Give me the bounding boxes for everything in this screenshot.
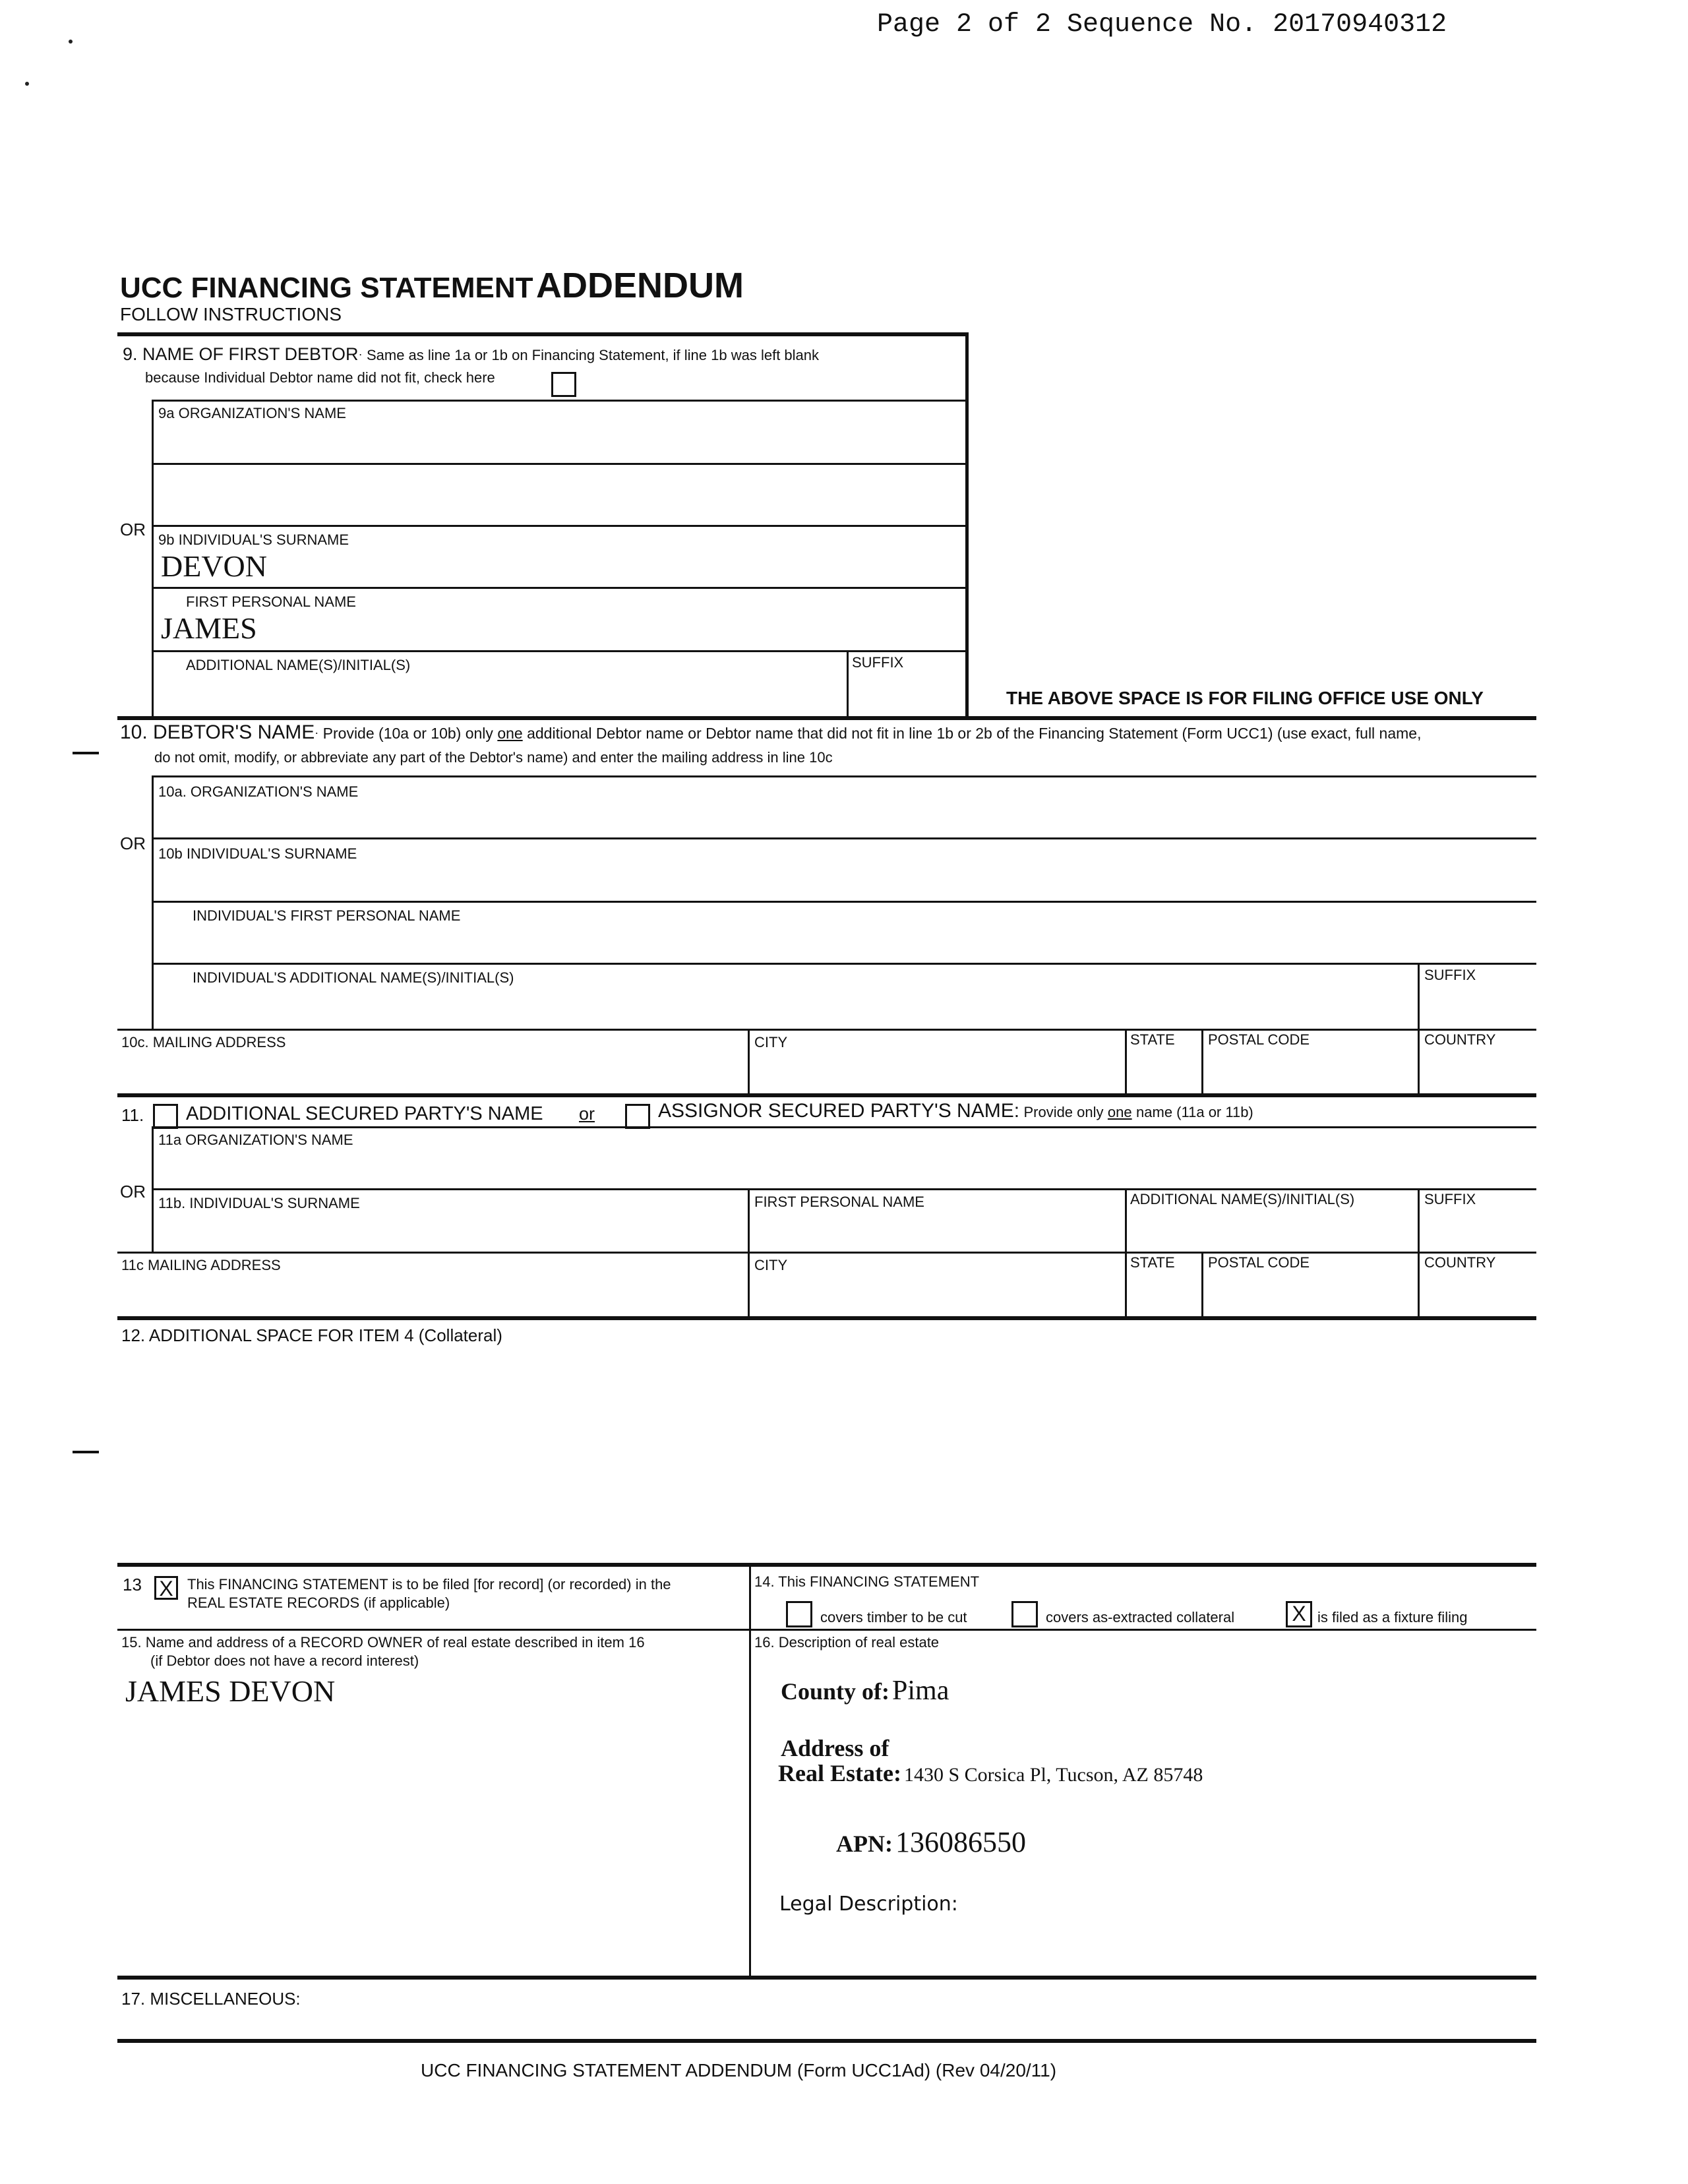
item16-address-row bbox=[778, 1759, 1203, 1787]
item16-address-label-1: Address of bbox=[781, 1735, 889, 1761]
item11c-state-label: STATE bbox=[1130, 1254, 1175, 1271]
filing-office-note: THE ABOVE SPACE IS FOR FILING OFFICE USE ONLY bbox=[1006, 688, 1484, 708]
item11-assignor-party-checkbox[interactable] bbox=[625, 1104, 650, 1129]
item13-number: 13 bbox=[123, 1575, 142, 1594]
rule bbox=[152, 650, 967, 652]
margin-mark bbox=[73, 752, 99, 754]
item11-top-rule bbox=[117, 1093, 1536, 1097]
item9-or: OR bbox=[120, 520, 146, 539]
item9-first-name-value[interactable]: JAMES bbox=[161, 611, 257, 645]
item16-apn-row bbox=[836, 1825, 1026, 1859]
item10-instr: Provide (10a or 10b) only bbox=[322, 725, 493, 742]
item16-apn-label: APN: bbox=[836, 1831, 893, 1857]
item9-instructions-2: because Individual Debtor name did not fit, check here bbox=[145, 369, 495, 386]
margin-mark bbox=[73, 1451, 99, 1453]
item14-heading: 14. This FINANCING STATEMENT bbox=[754, 1573, 980, 1590]
rule bbox=[117, 1252, 1536, 1254]
rule bbox=[1125, 1029, 1127, 1095]
item11-left-border bbox=[152, 1126, 154, 1190]
rule bbox=[748, 1188, 750, 1319]
item10a-label: 10a. ORGANIZATION'S NAME bbox=[158, 783, 359, 800]
item10-instr-cont: additional Debtor name or Debtor name that did not fit in line 1b or 2b of the Financing Statement (Form UCC1) (use exact, full name, bbox=[527, 725, 1422, 742]
item9-heading-row: 9. NAME OF FIRST DEBTOR· Same as line 1a or 1b on Financing Statement, if line 1b was left blank bbox=[123, 344, 820, 364]
item9-first-name-label: FIRST PERSONAL NAME bbox=[186, 593, 356, 610]
item10c-mailing-label: 10c. MAILING ADDRESS bbox=[121, 1034, 286, 1050]
rule bbox=[1418, 963, 1420, 1030]
scan-speck bbox=[25, 82, 29, 86]
item9-heading: 9. NAME OF FIRST DEBTOR bbox=[123, 344, 359, 364]
item10-or: OR bbox=[120, 834, 146, 853]
item16-legal-description-label: Legal Description: bbox=[779, 1893, 958, 1916]
follow-instructions: FOLLOW INSTRUCTIONS bbox=[120, 304, 342, 324]
rule bbox=[152, 587, 967, 589]
item11-option2: ASSIGNOR SECURED PARTY'S NAME: bbox=[658, 1100, 1020, 1122]
rule bbox=[748, 1029, 750, 1095]
item11a-label: 11a ORGANIZATION'S NAME bbox=[158, 1132, 353, 1148]
item11-option2-row bbox=[658, 1100, 1253, 1122]
item17-heading: 17. MISCELLANEOUS: bbox=[121, 1989, 301, 2009]
item16-county-row bbox=[781, 1675, 949, 1707]
item11-additional-label: ADDITIONAL NAME(S)/INITIAL(S) bbox=[1130, 1191, 1355, 1207]
item9-top-rule bbox=[117, 332, 968, 336]
item9b-surname-value[interactable]: DEVON bbox=[161, 549, 267, 583]
item10c-city-label: CITY bbox=[754, 1034, 788, 1050]
form-title-main: UCC FINANCING STATEMENT bbox=[120, 272, 533, 304]
item13-text-1: This FINANCING STATEMENT is to be filed [for record] (or recorded) in the bbox=[187, 1576, 671, 1592]
item9-additional-label: ADDITIONAL NAME(S)/INITIAL(S) bbox=[186, 657, 411, 673]
rule bbox=[152, 463, 967, 465]
form-footer: UCC FINANCING STATEMENT ADDENDUM (Form UCC1Ad) (Rev 04/20/11) bbox=[421, 2060, 1057, 2080]
item14-as-extracted-label: covers as-extracted collateral bbox=[1046, 1609, 1235, 1625]
rule bbox=[117, 1029, 1536, 1031]
rule bbox=[1418, 1029, 1420, 1095]
item14-fixture-filing-checkbox[interactable]: X bbox=[1286, 1601, 1312, 1627]
item17-top-rule bbox=[117, 1976, 1536, 1980]
rule bbox=[152, 837, 1536, 839]
rule bbox=[749, 1563, 751, 1978]
item17-miscellaneous-field[interactable] bbox=[121, 2010, 1532, 2036]
item9-check-here-checkbox[interactable] bbox=[551, 372, 576, 397]
rule bbox=[152, 400, 967, 402]
scan-speck bbox=[69, 40, 73, 44]
item11c-mailing-label: 11c MAILING ADDRESS bbox=[121, 1257, 281, 1273]
item11c-city-label: CITY bbox=[754, 1257, 788, 1273]
rule bbox=[1125, 1188, 1127, 1319]
rule bbox=[152, 963, 1536, 965]
item10-first-name-field[interactable] bbox=[154, 925, 1535, 963]
item14-timber-checkbox[interactable] bbox=[786, 1601, 812, 1627]
item11-instr-cont: name (11a or 11b) bbox=[1136, 1104, 1253, 1120]
item10c-postal-label: POSTAL CODE bbox=[1208, 1031, 1310, 1048]
item15-heading-2: (if Debtor does not have a record interest) bbox=[150, 1653, 419, 1669]
item9a-field-line2[interactable] bbox=[154, 466, 964, 524]
item11-first-name-label: FIRST PERSONAL NAME bbox=[754, 1194, 924, 1210]
item13-real-estate-checkbox[interactable]: X bbox=[154, 1576, 178, 1600]
item13-text-2: REAL ESTATE RECORDS (if applicable) bbox=[187, 1594, 450, 1611]
item14-timber-label: covers timber to be cut bbox=[820, 1609, 967, 1625]
item10-heading-row: 10. DEBTOR'S NAME· Provide (10a or 10b) only one additional Debtor name or Debtor name that did not fit in line 1b or 2b of the Financing Statement (Form UCC1) (use exact, full name, bbox=[120, 721, 1422, 743]
item11-option1: ADDITIONAL SECURED PARTY'S NAME bbox=[186, 1103, 543, 1124]
form-title-addendum: ADDENDUM bbox=[536, 266, 744, 305]
item16-county-label: County of: bbox=[781, 1678, 890, 1705]
form-title bbox=[120, 265, 744, 306]
item17-bottom-rule bbox=[117, 2039, 1536, 2043]
item10-heading: 10. DEBTOR'S NAME bbox=[120, 721, 315, 743]
item14-fixture-filing-label: is filed as a fixture filing bbox=[1317, 1609, 1468, 1625]
item11-additional-party-checkbox[interactable] bbox=[153, 1104, 178, 1129]
rule bbox=[152, 1126, 1536, 1128]
item10b-label: 10b INDIVIDUAL'S SURNAME bbox=[158, 845, 357, 862]
item11a-field[interactable] bbox=[154, 1149, 1535, 1187]
item9-left-border bbox=[152, 400, 154, 716]
item11c-country-label: COUNTRY bbox=[1424, 1254, 1496, 1271]
item13-top-rule bbox=[117, 1563, 1536, 1567]
rule bbox=[152, 901, 1536, 903]
item16-address-label-2: Real Estate: bbox=[778, 1760, 901, 1786]
rule bbox=[152, 525, 967, 527]
item12-heading: 12. ADDITIONAL SPACE FOR ITEM 4 (Collateral) bbox=[121, 1325, 502, 1345]
item9a-label: 9a ORGANIZATION'S NAME bbox=[158, 405, 346, 421]
item9b-label: 9b INDIVIDUAL'S SURNAME bbox=[158, 531, 349, 548]
item10-left-border bbox=[152, 775, 154, 1030]
item11-number: 11. bbox=[121, 1105, 144, 1125]
item10-first-name-label: INDIVIDUAL'S FIRST PERSONAL NAME bbox=[193, 907, 461, 924]
item10-instructions-2: do not omit, modify, or abbreviate any part of the Debtor's name) and enter the mailing address in line 10c bbox=[154, 749, 833, 766]
item10b-field[interactable] bbox=[154, 863, 1535, 899]
rule bbox=[1201, 1029, 1203, 1095]
item12-top-rule bbox=[117, 1316, 1536, 1320]
item11-suffix-label: SUFFIX bbox=[1424, 1191, 1476, 1207]
item16-heading: 16. Description of real estate bbox=[754, 1634, 940, 1651]
item10-top-rule bbox=[117, 716, 1536, 720]
item10c-country-label: COUNTRY bbox=[1424, 1031, 1496, 1048]
item11b-label: 11b. INDIVIDUAL'S SURNAME bbox=[158, 1195, 360, 1211]
item10-suffix-label: SUFFIX bbox=[1424, 967, 1476, 983]
item16-address-value[interactable]: 1430 S Corsica Pl, Tucson, AZ 85748 bbox=[903, 1764, 1203, 1786]
item16-apn-value[interactable]: 136086550 bbox=[895, 1826, 1026, 1858]
rule bbox=[152, 775, 1536, 777]
item14-as-extracted-checkbox[interactable] bbox=[1011, 1601, 1038, 1627]
item10-additional-label: INDIVIDUAL'S ADDITIONAL NAME(S)/INITIAL(S) bbox=[193, 969, 514, 986]
rule bbox=[152, 1188, 154, 1252]
item10-instr-one: one bbox=[497, 725, 523, 742]
page-sequence-header: Page 2 of 2 Sequence No. 20170940312 bbox=[877, 10, 1447, 40]
item9-right-border bbox=[965, 332, 969, 716]
item10c-state-label: STATE bbox=[1130, 1031, 1175, 1048]
item11c-postal-label: POSTAL CODE bbox=[1208, 1254, 1310, 1271]
item11-instr: Provide only bbox=[1023, 1104, 1104, 1120]
rule bbox=[1201, 1252, 1203, 1319]
item15-record-owner-value[interactable]: JAMES DEVON bbox=[125, 1674, 336, 1708]
rule bbox=[847, 650, 849, 716]
item11-or: or bbox=[579, 1104, 595, 1124]
item11-or-label: OR bbox=[120, 1182, 146, 1201]
item11-instr-one: one bbox=[1107, 1104, 1132, 1120]
item16-county-value[interactable]: Pima bbox=[892, 1676, 950, 1706]
item9a-field[interactable] bbox=[154, 422, 964, 460]
item12-collateral-field[interactable] bbox=[121, 1349, 1532, 1560]
item9-suffix-label: SUFFIX bbox=[852, 654, 904, 671]
item9-instructions: Same as line 1a or 1b on Financing Statement, if line 1b was left blank bbox=[366, 347, 820, 363]
item15-heading-1: 15. Name and address of a RECORD OWNER of real estate described in item 16 bbox=[121, 1634, 645, 1651]
item10a-field[interactable] bbox=[154, 801, 1535, 836]
rule bbox=[152, 1188, 1536, 1190]
rule bbox=[1418, 1188, 1420, 1319]
rule bbox=[117, 1629, 1536, 1631]
